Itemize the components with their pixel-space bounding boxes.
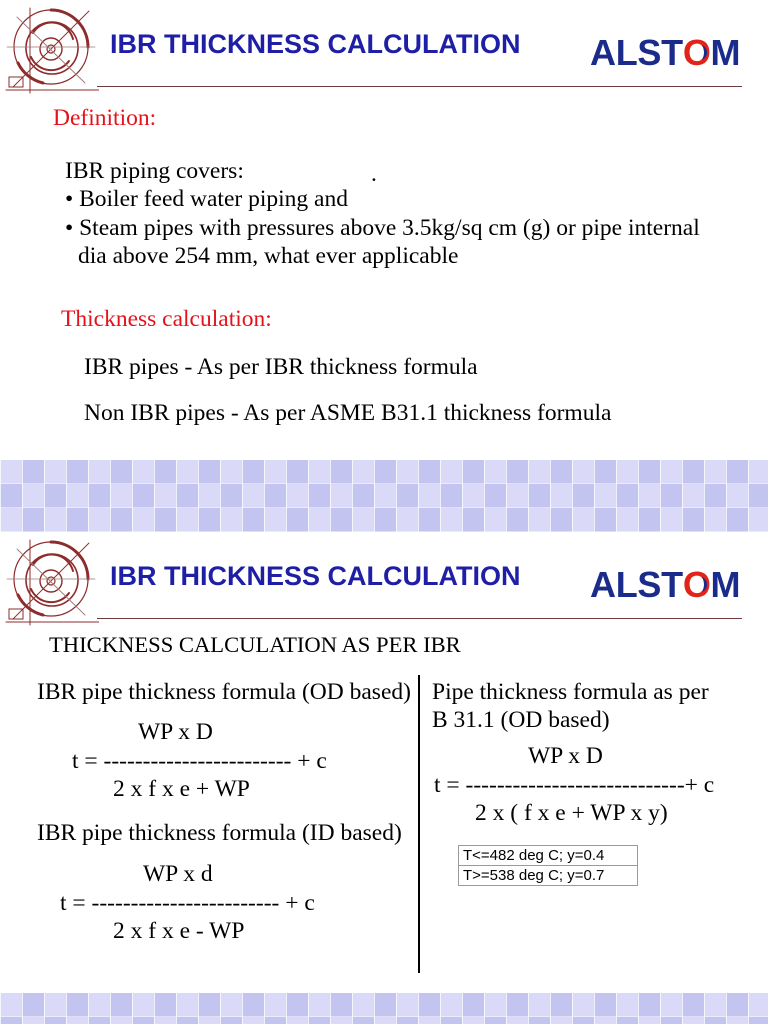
- list-item: • Boiler feed water piping and: [65, 186, 348, 212]
- turbine-emblem-icon: [3, 3, 99, 95]
- slide-title: IBR THICKNESS CALCULATION: [110, 29, 521, 59]
- b31-formula-numerator: WP x D: [528, 743, 603, 769]
- ibr-rule-text: IBR pipes - As per IBR thickness formula: [84, 354, 478, 380]
- logo-letter: M: [710, 564, 741, 605]
- logo-letter: L: [615, 32, 638, 73]
- od-formula-title: IBR pipe thickness formula (OD based): [37, 679, 411, 705]
- list-item-continuation: dia above 254 mm, what ever applicable: [78, 243, 459, 269]
- slide-2: [0, 532, 768, 993]
- b31-formula-title: Pipe thickness formula as per: [432, 679, 709, 705]
- header-rule: [97, 86, 742, 87]
- od-formula-numerator: WP x D: [138, 719, 213, 745]
- logo-ring-letter: O: [682, 32, 711, 73]
- od-formula-denominator: 2 x f x e + WP: [113, 776, 250, 802]
- logo-letter: M: [710, 32, 741, 73]
- thickness-heading: Thickness calculation:: [61, 306, 272, 332]
- logo-letter: S: [637, 32, 662, 73]
- column-divider: [418, 675, 420, 973]
- logo-letter: L: [615, 564, 638, 605]
- id-formula-denominator: 2 x f x e - WP: [113, 918, 245, 944]
- b31-formula-title: B 31.1 (OD based): [432, 707, 610, 733]
- table-cell: T>=538 deg C; y=0.7: [459, 866, 638, 886]
- slide-separator-band: [0, 460, 768, 532]
- id-formula-numerator: WP x d: [143, 861, 213, 887]
- turbine-emblem-icon: [3, 535, 99, 627]
- table-row: [459, 846, 638, 866]
- list-item: • Steam pipes with pressures above 3.5kg/sq cm (g) or pipe internal: [65, 215, 700, 241]
- y-coefficient-table: [458, 845, 638, 886]
- logo-letter: A: [590, 564, 616, 605]
- logo-ring-letter: O: [682, 564, 711, 605]
- od-formula-line: t = ------------------------ + c: [72, 748, 327, 774]
- non-ibr-rule-text: Non IBR pipes - As per ASME B31.1 thickness formula: [84, 400, 612, 426]
- id-formula-line: t = ------------------------ + c: [60, 890, 315, 916]
- slide-separator-band: [0, 993, 768, 1024]
- definition-heading: Definition:: [53, 105, 157, 131]
- id-formula-title: IBR pipe thickness formula (ID based): [37, 820, 402, 846]
- section-heading: THICKNESS CALCULATION AS PER IBR: [49, 632, 461, 657]
- stray-period: .: [371, 161, 377, 187]
- intro-text: IBR piping covers:: [65, 158, 244, 184]
- header-rule: [97, 618, 742, 619]
- slide-1: [0, 0, 768, 460]
- table-cell: T<=482 deg C; y=0.4: [459, 846, 638, 866]
- table-row: [459, 866, 638, 886]
- b31-formula-denominator: 2 x ( f x e + WP x y): [475, 800, 668, 826]
- logo-letter: T: [661, 32, 683, 73]
- slide-title: IBR THICKNESS CALCULATION: [110, 561, 521, 591]
- logo-letter: S: [637, 564, 662, 605]
- logo-letter: A: [590, 32, 616, 73]
- logo-letter: T: [661, 564, 683, 605]
- b31-formula-line: t = ----------------------------+ c: [434, 772, 715, 798]
- alstom-logo: [590, 565, 740, 605]
- alstom-logo: [590, 33, 740, 73]
